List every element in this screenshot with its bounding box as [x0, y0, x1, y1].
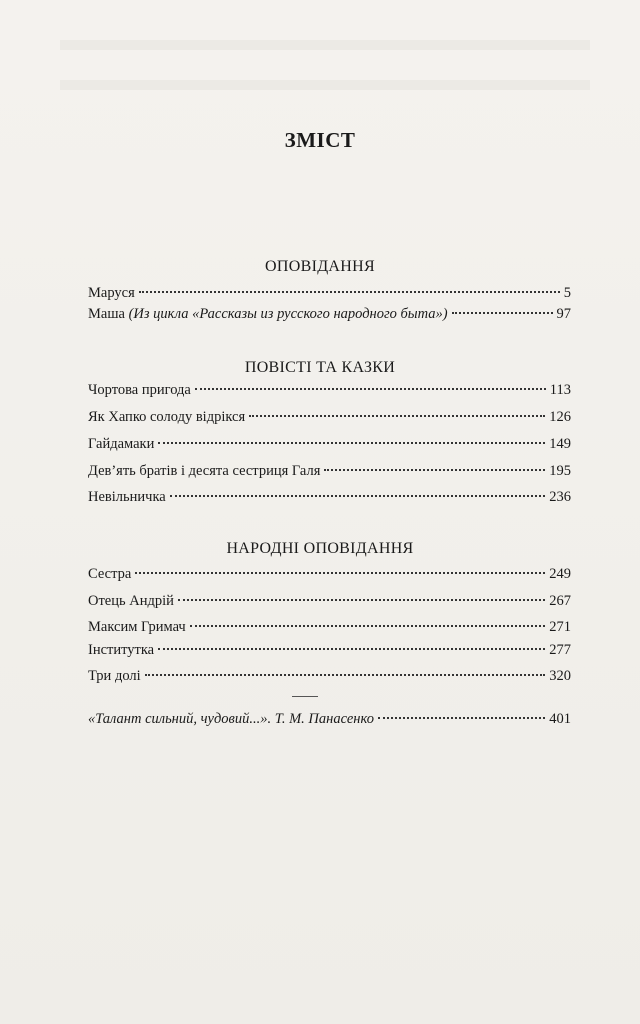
toc-entry-title-text: Маша (Из цикла «Рассказы из русского народного быта»)	[88, 306, 448, 322]
toc-entry-title	[88, 711, 374, 728]
dot-leader	[378, 717, 545, 719]
section-heading-stories: ОПОВІДАННЯ	[265, 258, 375, 275]
toc-entry[interactable]	[88, 382, 571, 402]
toc-entry-title: Гайдамаки	[88, 436, 155, 452]
toc-entry-title: Маруся	[88, 285, 135, 301]
toc-entry-title: Інститутка	[88, 642, 155, 658]
dot-leader	[170, 495, 546, 497]
dot-leader	[452, 312, 553, 314]
toc-entry-title: Дев’ять братів і десята сестриця Галя	[88, 463, 321, 479]
toc-entry-page: 271	[549, 619, 571, 635]
toc-entry-title: Чортова пригода	[88, 382, 191, 398]
toc-entry-title: Сестра	[88, 566, 132, 582]
toc-entry-page: 126	[549, 409, 571, 425]
toc-entry[interactable]	[88, 593, 571, 613]
contents-title: ЗМІСТ	[284, 128, 356, 152]
toc-entry-page: 401	[549, 711, 571, 727]
toc-entry-title	[88, 306, 448, 323]
dot-leader	[195, 388, 546, 390]
separator-dash	[292, 696, 318, 697]
toc-entry[interactable]	[88, 489, 571, 509]
toc-entry-title: Невільничка	[88, 489, 166, 505]
toc-entry[interactable]	[88, 285, 571, 305]
toc-entry-page: 113	[549, 382, 571, 398]
dot-leader	[158, 442, 545, 444]
dot-leader	[139, 291, 560, 293]
toc-entry-title: Три долі	[88, 668, 141, 684]
toc-entry[interactable]	[88, 642, 571, 662]
toc-entry-page: 149	[549, 436, 571, 452]
toc-entry-title: Максим Гримач	[88, 619, 186, 635]
dot-leader	[190, 625, 546, 627]
toc-entry-page: 267	[549, 593, 571, 609]
toc-entry[interactable]	[88, 306, 571, 326]
toc-entry-title: Як Хапко солоду відрікся	[88, 409, 246, 425]
bleed-through-line	[60, 40, 590, 50]
section-heading-folk-stories: НАРОДНІ ОПОВІДАННЯ	[226, 540, 414, 557]
dot-leader	[249, 415, 545, 417]
toc-entry-afterword[interactable]	[88, 711, 571, 731]
dot-leader	[158, 648, 545, 650]
section-heading-novellas: ПОВІСТІ ТА КАЗКИ	[244, 359, 396, 376]
toc-entry[interactable]	[88, 566, 571, 586]
toc-entry-page: 277	[549, 642, 571, 658]
toc-entry[interactable]	[88, 436, 571, 456]
toc-entry-page: 5	[563, 285, 571, 301]
toc-entry-page: 249	[549, 566, 571, 582]
toc-entry[interactable]	[88, 409, 571, 429]
toc-entry-title-text: «Талант сильний, чудовий...». Т. М. Панасенко	[88, 711, 374, 727]
dot-leader	[178, 599, 545, 601]
dot-leader	[135, 572, 545, 574]
toc-entry-page: 97	[556, 306, 571, 322]
dot-leader	[324, 469, 545, 471]
toc-entry[interactable]	[88, 463, 571, 483]
bleed-through-line	[60, 80, 590, 90]
toc-entry[interactable]	[88, 619, 571, 639]
toc-entry[interactable]	[88, 668, 571, 688]
dot-leader	[145, 674, 546, 676]
toc-entry-page: 320	[549, 668, 571, 684]
toc-entry-page: 195	[549, 463, 571, 479]
toc-entry-page: 236	[549, 489, 571, 505]
toc-entry-title: Отець Андрій	[88, 593, 174, 609]
